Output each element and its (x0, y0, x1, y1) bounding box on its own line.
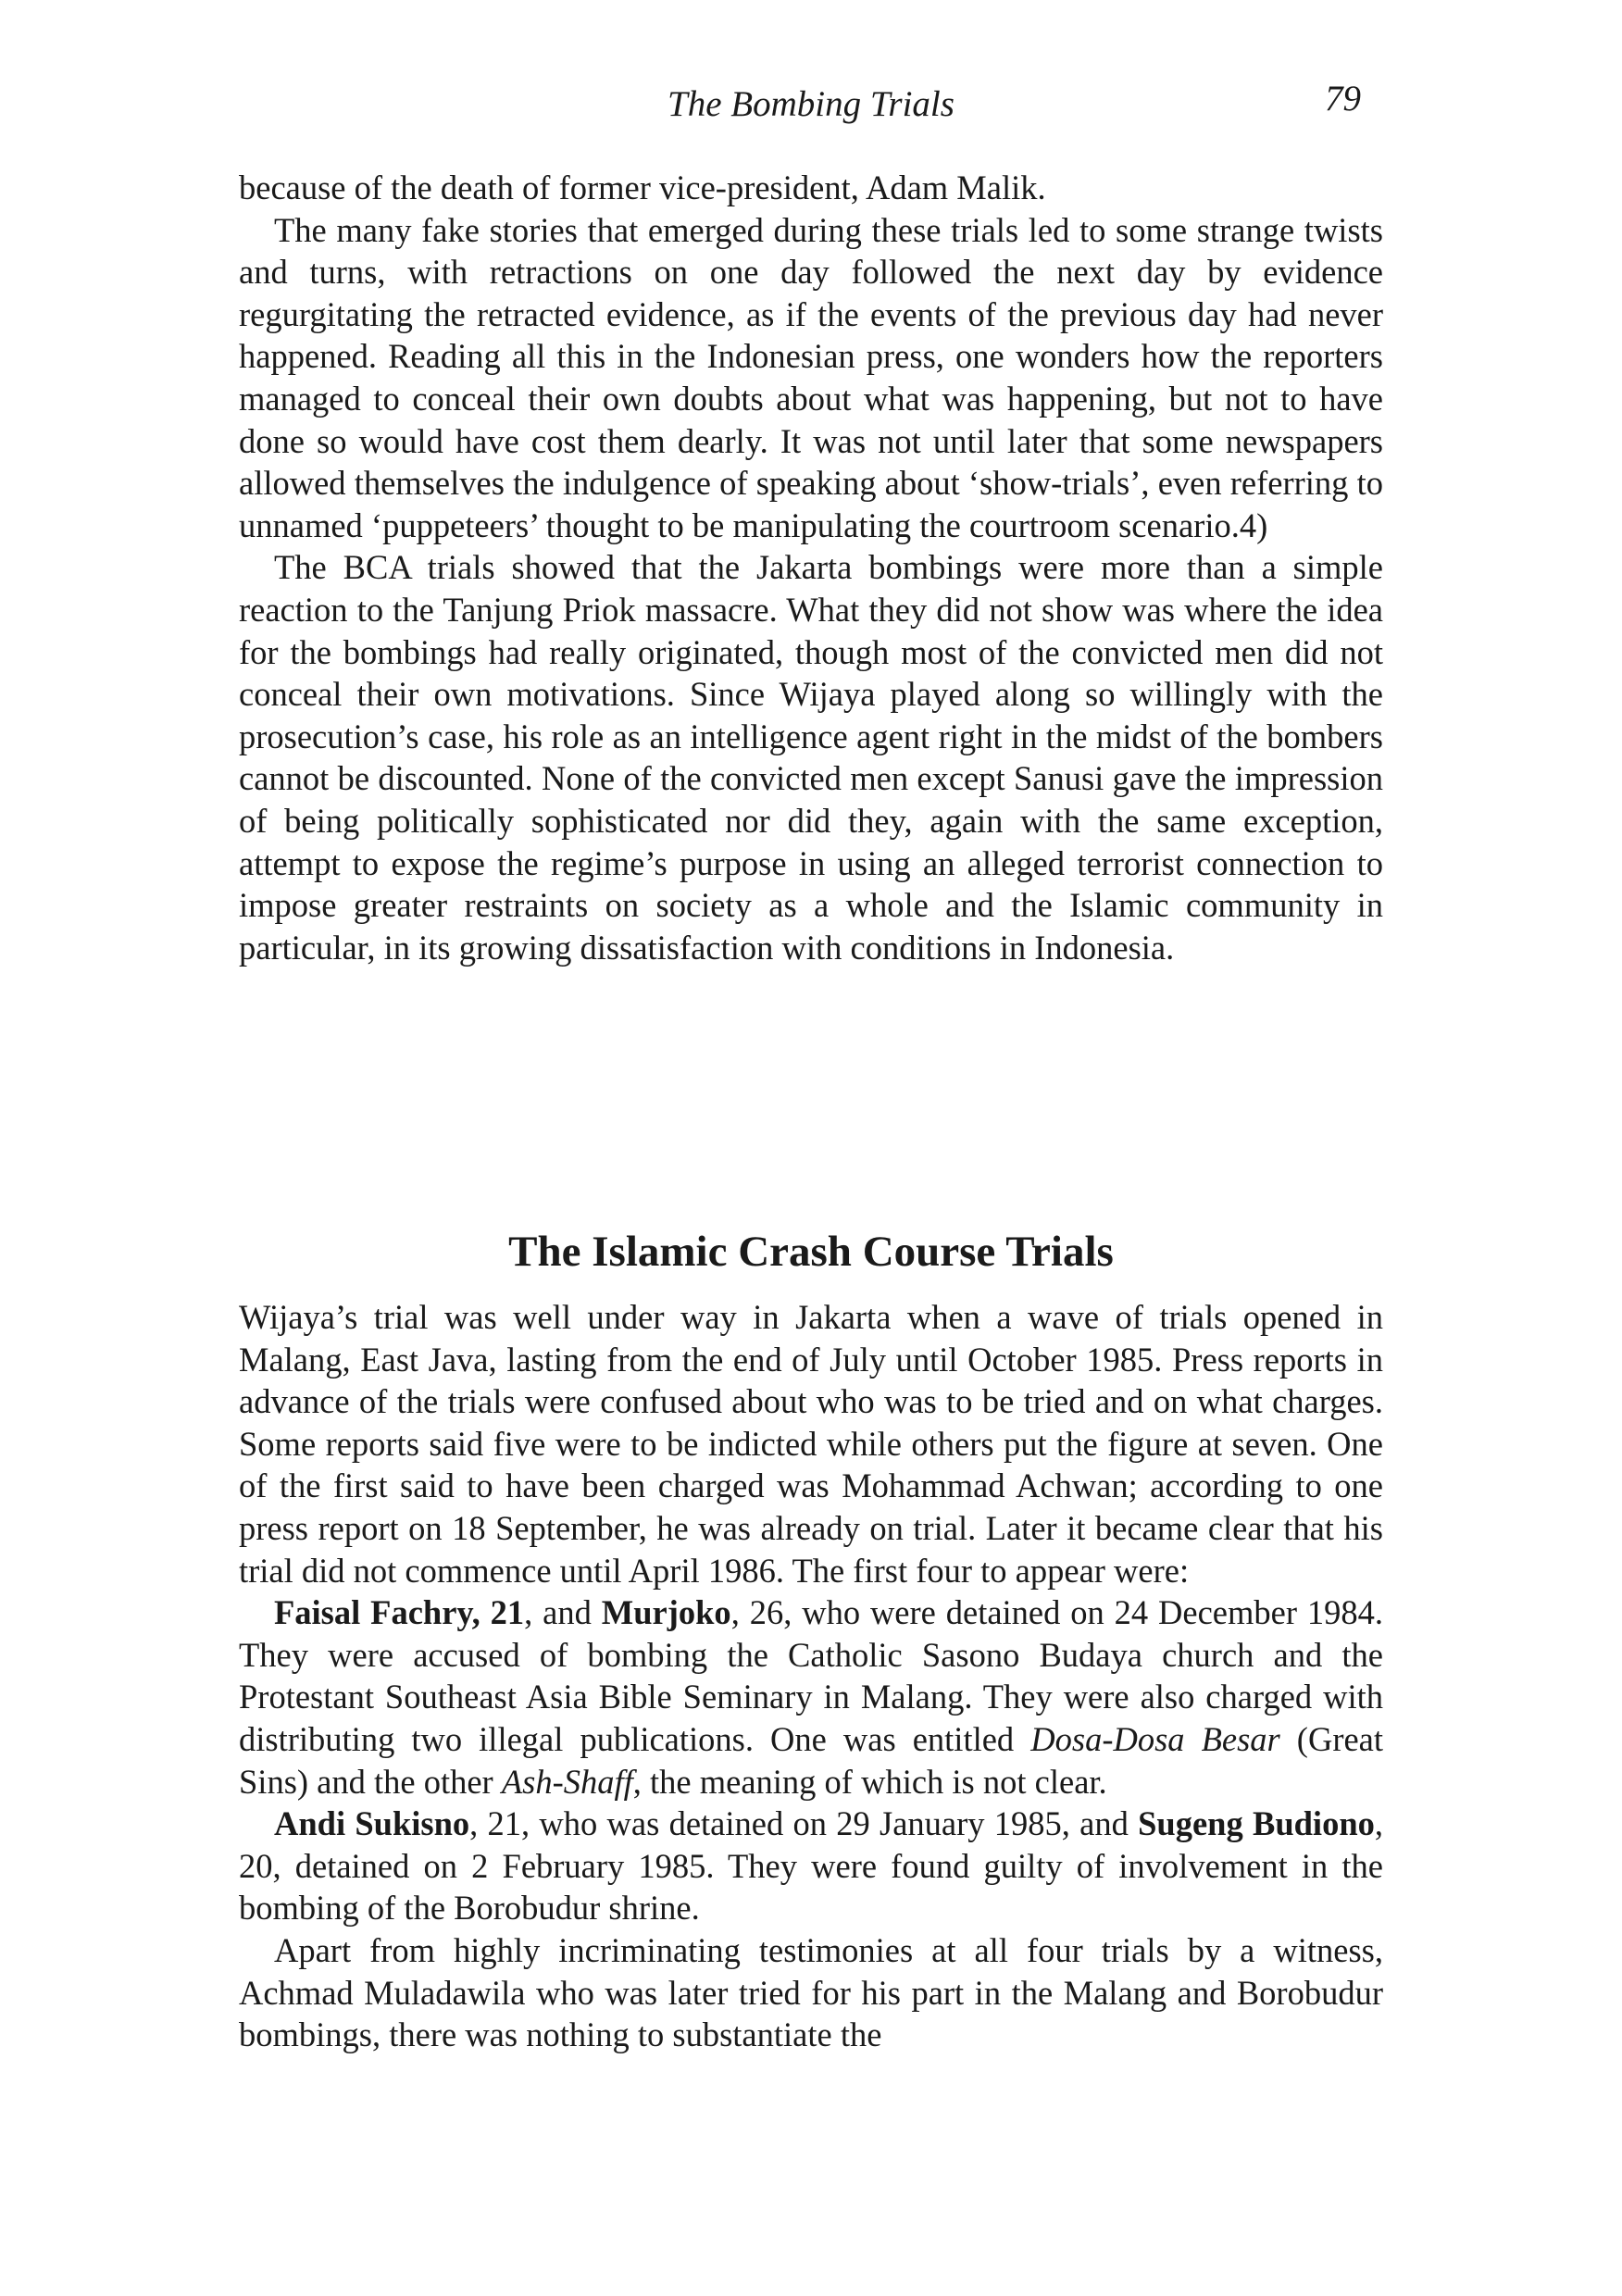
paragraph-text: , 21, who was detained on 29 January 1985, and (469, 1804, 1139, 1843)
paragraph-text: , 20, detained on 2 February 1985. They were found guilty of involvement in the bombing of the Borobudur shrine. (239, 1804, 1383, 1928)
paragraph: Wijaya’s trial was well under way in Jakarta when a wave of trials opened in Malang, East Java, lasting from the end of July until October 1985. Press reports in advance of the trials were confused about who was to be tried and on what charges. Some reports said five were to be indicted while others put the figure at seven. One of the first said to have been charged was Mohammad Achwan; according to one press report on 18 September, he was already on trial. Later it became clear that his trial did not commence until April 1986. The first four to appear were: (239, 1298, 1383, 1590)
paragraph: Apart from highly incriminating testimonies at all four trials by a witness, Achmad Muladawila who was later tried for his part in the Malang and Borobudur bombings, there was nothing to substantiate the (239, 1930, 1383, 2054)
paragraph-text: , and (524, 1593, 602, 1632)
publication-title: Dosa-Dosa Besar (1030, 1719, 1280, 1758)
paragraph: The many fake stories that emerged during these trials led to some strange twists and turns, with retractions on one day followed the next day by evidence regurgitating the retracted evidence, as if the events of the previous day had never happened. Reading all this in the Indonesian press, one wonders how the reporters managed to conceal their own doubts about what was happening, but not to have done so would have cost them dearly. It was not until later that some newspapers allowed themselves the indulgence of speaking about ‘show-trials’, even referring to unnamed ‘puppeteers’ thought to be manipulating the courtroom scenario.4) (239, 210, 1383, 544)
paragraph-text: , the meaning of which is not clear. (632, 1762, 1107, 1801)
publication-title: Ash-Shaff (501, 1762, 633, 1801)
defendant-name: Andi Sukisno (274, 1804, 470, 1843)
defendant-name: Sugeng Budiono (1138, 1804, 1375, 1843)
paragraph (239, 1803, 1383, 1929)
running-title: The Bombing Trials (668, 84, 954, 124)
paragraph-text: (Great Sins) and the other (239, 1719, 1384, 1801)
paragraph-text: , 26, who were detained on 24 December 1984. They were accused of bombing the Catholic Sasono Budaya church and the Protestant Southeast Asia Bible Seminary in Malang. They were also charged with distributing two illegal publications. One was entitled (239, 1593, 1384, 1758)
running-header (239, 74, 1383, 130)
defendant-name: Murjoko (601, 1593, 731, 1632)
book-page (239, 74, 1384, 2054)
page-number: 79 (1325, 79, 1361, 119)
paragraph: The BCA trials showed that the Jakarta bombings were more than a simple reaction to the Tanjung Priok massacre. What they did not show was where the idea for the bombings had really originated, though most of the convicted men did not conceal their own motivations. Since Wijaya played along so willingly with the prosecution’s case, his role as an intelligence agent right in the midst of the bombers cannot be discounted. None of the convicted men except Sanusi gave the impression of being politically sophisticated nor did they, again with the same exception, attempt to expose the regime’s purpose in using an alleged terrorist connection to impose greater restraints on society as a whole and the Islamic community in particular, in its growing dissatisfaction with conditions in Indonesia. (239, 548, 1383, 967)
section-one-body (239, 167, 1383, 968)
defendant-name: Faisal Fachry, 21 (274, 1593, 525, 1632)
paragraph (239, 1591, 1383, 1803)
section-two-body (239, 1296, 1383, 2056)
section-heading: The Islamic Crash Course Trials (508, 1228, 1114, 1276)
paragraph: because of the death of former vice-president, Adam Malik. (239, 168, 1046, 206)
